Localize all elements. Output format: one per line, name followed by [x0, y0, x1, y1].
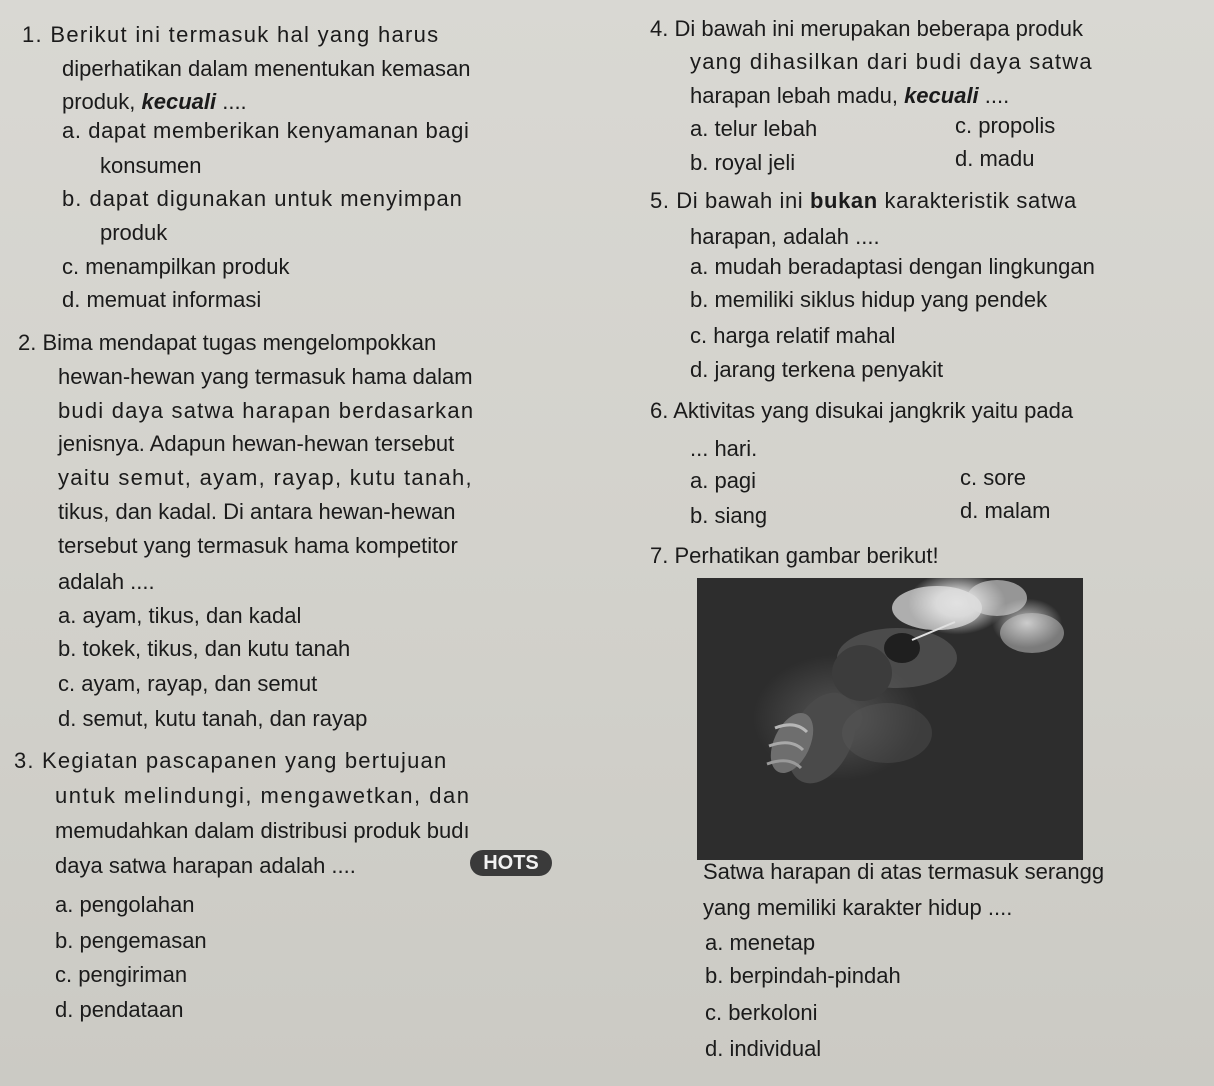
q3-option-b: b. pengemasan: [55, 928, 207, 953]
q1-line-2: diperhatikan dalam menentukan kemasan: [62, 56, 471, 81]
q1-option-c: c. menampilkan produk: [62, 254, 290, 279]
q1-line-3-text: produk,: [62, 89, 142, 114]
q4-line-3: [690, 83, 1009, 109]
q5-line-1-rest: karakteristik satwa: [877, 188, 1077, 213]
q1-line-3-dots: ....: [216, 89, 247, 114]
q4-line-3-kecuali: kecuali: [904, 83, 979, 108]
q3-line-1: 3. Kegiatan pascapanen yang bertujuan: [14, 748, 448, 773]
q5-line-1-bukan: bukan: [810, 188, 878, 213]
q2-option-d: d. semut, kutu tanah, dan rayap: [58, 706, 368, 731]
q1-option-b-line-1: b. dapat digunakan untuk menyimpan: [62, 186, 463, 211]
q5-option-b: b. memiliki siklus hidup yang pendek: [690, 287, 1048, 312]
q4-option-b: b. royal jeli: [690, 150, 796, 175]
q2-line-8: adalah ....: [58, 569, 155, 594]
q2-line-6: tikus, dan kadal. Di antara hewan-hewan: [58, 499, 456, 524]
q2-line-3: budi daya satwa harapan berdasarkan: [58, 398, 475, 423]
q3-option-d: d. pendataan: [55, 997, 184, 1022]
q6-option-a: a. pagi: [690, 468, 757, 493]
q6-line-1: 6. Aktivitas yang disukai jangkrik yaitu pada: [650, 398, 1074, 423]
q1-line-1: 1. Berikut ini termasuk hal yang harus: [22, 22, 440, 47]
q4-line-3-text: harapan lebah madu,: [690, 83, 905, 108]
q3-option-c: c. pengiriman: [55, 962, 188, 987]
q1-line-3-kecuali: kecuali: [141, 89, 217, 114]
q5-line-1: [650, 188, 1077, 214]
q2-line-1: 2. Bima mendapat tugas mengelompokkan: [18, 330, 437, 355]
q7-option-a: a. menetap: [705, 930, 816, 955]
q7-line-1: 7. Perhatikan gambar berikut!: [650, 543, 939, 568]
q5-option-d: d. jarang terkena penyakit: [690, 357, 944, 382]
q1-option-b-line-2: produk: [100, 220, 168, 245]
q7-line-2: Satwa harapan di atas termasuk serangg: [703, 859, 1105, 884]
q7-option-b: b. berpindah-pindah: [705, 963, 901, 988]
q2-line-4: jenisnya. Adapun hewan-hewan tersebut: [58, 431, 455, 456]
q4-option-a: a. telur lebah: [690, 116, 818, 141]
q3-option-a: a. pengolahan: [55, 892, 195, 917]
q1-option-a-line-2: konsumen: [100, 153, 202, 178]
q4-line-3-dots: ....: [978, 83, 1010, 108]
q4-option-c: c. propolis: [955, 113, 1056, 138]
q5-option-c: c. harga relatif mahal: [690, 323, 896, 348]
q2-option-a: a. ayam, tikus, dan kadal: [58, 603, 302, 628]
bee-image: [697, 578, 1083, 860]
q3-line-3: memudahkan dalam distribusi produk budı: [55, 818, 470, 843]
q6-option-b: b. siang: [690, 503, 768, 528]
q1-option-a-line-1: a. dapat memberikan kenyamanan bagi: [62, 118, 470, 143]
q4-option-d: d. madu: [955, 146, 1035, 171]
q4-line-2: yang dihasilkan dari budi daya satwa: [690, 49, 1093, 74]
q7-line-3: yang memiliki karakter hidup ....: [703, 895, 1013, 920]
q7-option-c: c. berkoloni: [705, 1000, 818, 1025]
q2-line-7: tersebut yang termasuk hama kompetitor: [58, 533, 458, 558]
q1-option-d: d. memuat informasi: [62, 287, 262, 312]
hots-badge: HOTS: [470, 850, 552, 876]
q6-option-d: d. malam: [960, 498, 1051, 523]
q2-option-c: c. ayam, rayap, dan semut: [58, 671, 318, 696]
q6-line-2: ... hari.: [690, 436, 758, 461]
q5-line-1-text: 5. Di bawah ini: [650, 188, 811, 213]
q2-option-b: b. tokek, tikus, dan kutu tanah: [58, 636, 351, 661]
q2-line-5: yaitu semut, ayam, rayap, kutu tanah,: [58, 465, 473, 490]
q3-line-4: daya satwa harapan adalah ....: [55, 853, 356, 878]
bee-photo: [697, 578, 1083, 860]
q6-option-c: c. sore: [960, 465, 1027, 490]
q2-line-2: hewan-hewan yang termasuk hama dalam: [58, 364, 473, 389]
q1-line-3: [62, 89, 247, 115]
q5-option-a: a. mudah beradaptasi dengan lingkungan: [690, 254, 1095, 279]
q3-line-2: untuk melindungi, mengawetkan, dan: [55, 783, 471, 808]
q4-line-1: 4. Di bawah ini merupakan beberapa produk: [650, 16, 1083, 41]
q5-line-2: harapan, adalah ....: [690, 224, 880, 249]
q7-option-d: d. individual: [705, 1036, 822, 1061]
